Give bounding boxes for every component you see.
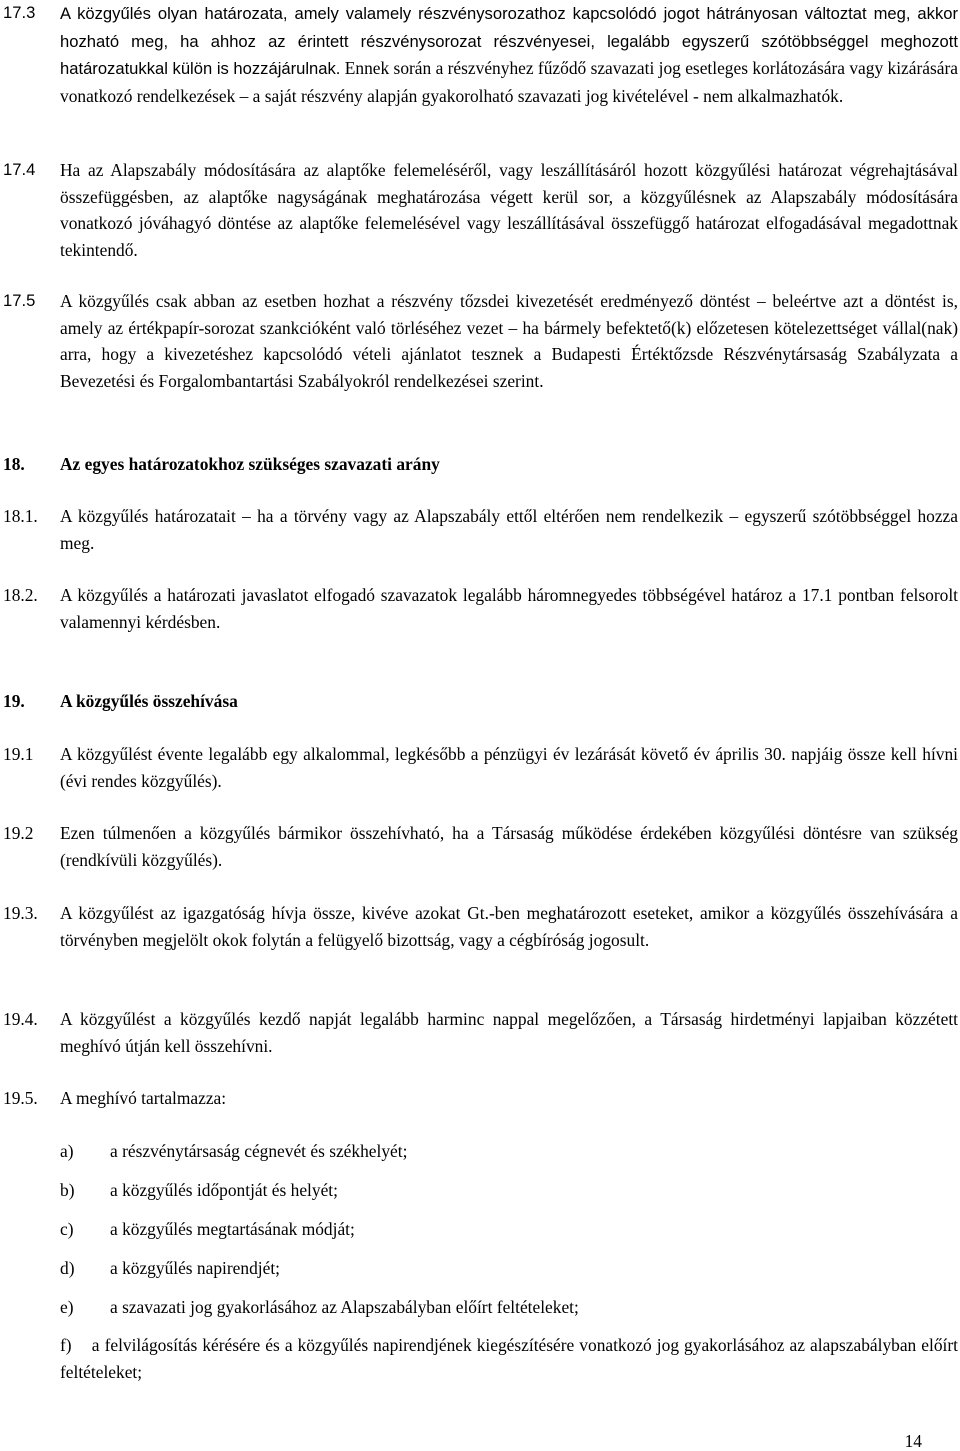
paragraph-18-1 [0,503,958,556]
paragraph-text: A közgyűlés határozatait – ha a törvény vagy az Alapszabály ettől eltérően nem rendelkezik – egyszerű szótöbbséggel hozza meg. [60,506,958,553]
paragraph-18-2 [0,582,958,635]
paragraph-text: Ezen túlmenően a közgyűlés bármikor összehívható, ha a Társaság működése érdekében közgyűlési döntésre van szükség (rendkívüli közgyűlés). [60,823,958,870]
paragraph-text: A közgyűlést a közgyűlés kezdő napját legalább harminc nappal megelőzően, a Társaság hirdetményi lapjaiban közzétett meghívó útján kell összehívni. [60,1009,958,1056]
list-item [60,1138,958,1165]
heading-title: Az egyes határozatokhoz szükséges szavazati arány [60,454,440,474]
paragraph-text-serif: Ennek során a részvényhez fűződő szavazati jog esetleges korlátozására vagy kizárására vonatkozó rendelkezések – a saját részvény alapján gyakorolható szavazati jog kivételével - nem alkalmazhatók. [60,58,958,106]
paragraph-number: 19.1 [3,744,34,764]
paragraph-text: A meghívó tartalmazza: [60,1088,227,1108]
heading-title: A közgyűlés összehívása [60,691,238,711]
paragraph-number: 19.3. [3,903,38,923]
list-item [60,1216,958,1243]
paragraph-text: A közgyűlést évente legalább egy alkalommal, legkésőbb a pénzügyi év lezárását követő év április 30. napjáig össze kell hívni (évi rendes közgyűlés). [60,744,958,791]
paragraph-number: 19.4. [3,1009,38,1029]
list-item-text: a közgyűlés megtartásának módját; [110,1219,355,1239]
paragraph-17-4 [0,157,958,263]
paragraph-19-4 [0,1006,958,1059]
list-item-text: a szavazati jog gyakorlásához az Alapszabályban előírt feltételeket; [110,1297,579,1317]
list-item-label: d) [60,1258,75,1278]
paragraph-17-5 [0,288,958,394]
paragraph-number: 17.3 [3,3,36,22]
list-item [60,1294,958,1321]
list-item-text: a részvénytársaság cégnevét és székhelyét; [110,1141,408,1161]
paragraph-19-3 [0,900,958,953]
paragraph-text: Ha az Alapszabály módosítására az alaptőke felemeléséről, vagy leszállításáról hozott közgyűlési határozat végrehajtásával összefüggésben, az alaptőke nagyságának meghatározása végett kerül sor, a közgyűlésnek az Alapszabály módosítására vonatkozó jóváhagyó döntése az alaptőke felemelésével vagy leszállításával összefüggő határozat elfogadásával megadottnak tekintendő. [60,160,958,260]
paragraph-number: 17.5 [3,291,36,310]
paragraph-text: A közgyűlés a határozati javaslatot elfogadó szavazatok legalább háromnegyedes többségével határoz a 17.1 pontban felsorolt valamennyi kérdésben. [60,585,958,632]
heading-number: 19. [3,691,25,711]
paragraph-text: A közgyűlést az igazgatóság hívja össze, kivéve azokat Gt.-ben meghatározott eseteket, amikor a közgyűlés összehívására a törvényben megjelölt okok folytán a felügyelő bizottság, vagy a cégbíróság jogosult. [60,903,958,950]
list-item-text: a közgyűlés napirendjét; [110,1258,280,1278]
list-item-label: e) [60,1297,74,1317]
list-item-text: a közgyűlés időpontját és helyét; [110,1180,338,1200]
paragraph-number: 18.1. [3,506,38,526]
list-item [60,1332,958,1385]
list-item [60,1255,958,1282]
paragraph-19-2 [0,820,958,873]
list-item-label: a) [60,1141,74,1161]
list-item [60,1177,958,1204]
list-item-label: c) [60,1219,74,1239]
list-item-label: b) [60,1180,75,1200]
paragraph-text [60,0,958,109]
paragraph-number: 18.2. [3,585,38,605]
paragraph-number: 17.4 [3,160,36,179]
list-item-label: f) [60,1335,72,1355]
paragraph-text-sans: A közgyűlés olyan határozata, amely valamely részvénysorozathoz kapcsolódó jogot hátrányosan változtat meg, akkor hozható meg, ha ahhoz az érintett részvénysorozat részvényesei, legalább egyszerű szótöbbséggel meghozott határozatukkal külön is hozzájárulnak. [60,4,958,78]
paragraph-17-3 [0,0,958,109]
paragraph-number: 19.2 [3,823,34,843]
paragraph-19-5 [0,1085,958,1112]
paragraph-text: A közgyűlés csak abban az esetben hozhat a részvény tőzsdei kivezetését eredményező döntést – beleértve azt a döntést is, amely az értékpapír-sorozat szankcióként való törléséhez vezet – ha bármely befektető(k) előzetesen kötelezettséget vállal(nak) arra, hogy a kivezetéshez kapcsolódó vételi ajánlatot tesznek a Budapesti Értéktőzsde Részvénytársaság Szabályzata a Bevezetési és Forgalombantartási Szabályokról rendelkezései szerint. [60,291,958,391]
page-number: 14 [904,1431,922,1451]
heading-number: 18. [3,454,25,474]
section-heading-19 [0,688,958,715]
list-item-text: a felvilágosítás kérésére és a közgyűlés napirendjének kiegészítésére vonatkozó jog gyakorlásához az alapszabályban előírt feltételeket; [60,1335,959,1382]
paragraph-19-1 [0,741,958,794]
section-heading-18 [0,451,958,478]
paragraph-number: 19.5. [3,1088,38,1108]
